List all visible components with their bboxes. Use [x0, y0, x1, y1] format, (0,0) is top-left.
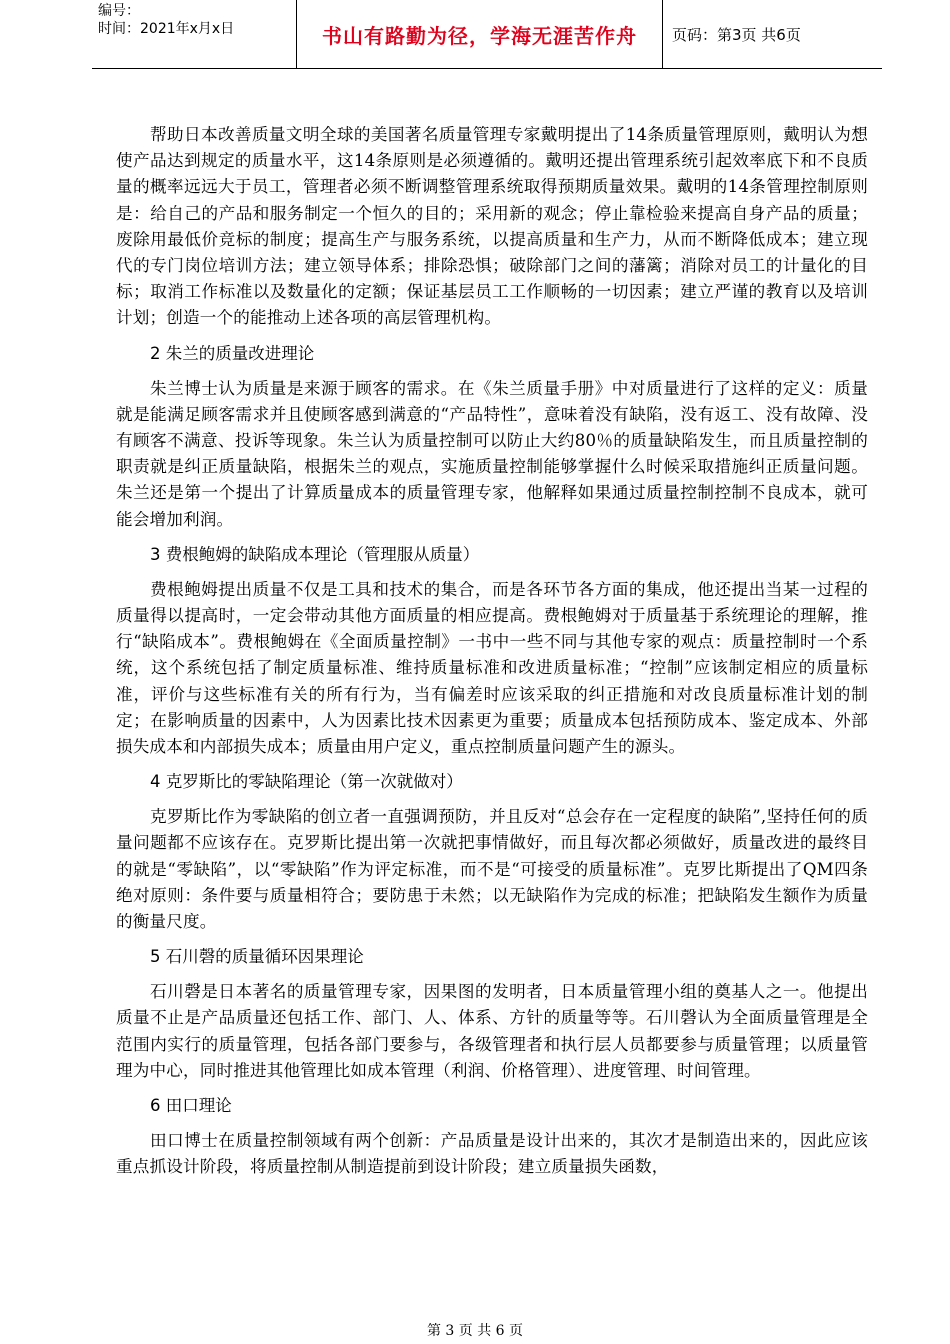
paragraph-juran: 朱兰博士认为质量是来源于顾客的需求。在《朱兰质量手册》中对质量进行了这样的定义：质量就是能满足顾客需求并且使顾客感到满意的“产品特性”，意味着没有缺陷，没有返工、没有故障、没有顾客不满意、投诉等现象。朱兰认为质量控制可以防止大约80％的质量缺陷发生，而且质量控制的职责就是纠正质量缺陷，根据朱兰的观点，实施质量控制能够掌握什么时候采取措施纠正质量问题。朱兰还是第一个提出了计算质量成本的质量管理专家，他解释如果通过质量控制控制不良成本，就可能会增加利润。: [116, 378, 868, 529]
paragraph-crosby: 克罗斯比作为零缺陷的创立者一直强调预防，并且反对“总会存在一定程度的缺陷”,坚持任何的质量问题都不应该存在。克罗斯比提出第一次就把事情做好，而且每次都必须做好，质量改进的最终目的就是“零缺陷”，以“零缺陷”作为评定标准，而不是“可接受的质量标准”。克罗比斯提出了QM四条绝对原则：条件要与质量相符合；要防患于未然；以无缺陷作为完成的标准；把缺陷发生额作为质量的衡量尺度。: [116, 807, 868, 932]
paragraph-taguchi: 田口博士在质量控制领域有两个创新：产品质量是设计出来的，其次才是制造出来的，因此应该重点抓设计阶段，将质量控制从制造提前到设计阶段；建立质量损失函数，: [116, 1131, 868, 1177]
paragraph-deming: 帮助日本改善质量文明全球的美国著名质量管理专家戴明提出了14条质量管理原则，戴明认为想使产品达到规定的质量水平，这14条原则是必须遵循的。戴明还提出管理系统引起效率底下和不良质量的概率远远大于员工，管理者必须不断调整管理系统取得预期质量效果。戴明的14条管理控制原则是：给自己的产品和服务制定一个恒久的目的；采用新的观念；停止靠检验来提高自身产品的质量；废除用最低价竞标的制度；提高生产与服务系统，以提高质量和生产力，从而不断降低成本；建立现代的专门岗位培训方法；建立领导体系；排除恐惧；破除部门之间的藩篱；消除对员工的计量化的目标；取消工作标准以及数量化的定额；保证基层员工工作顺畅的一切因素；建立严谨的教育以及培训计划；创造一个的能推动上述各项的高层管理机构。: [116, 125, 868, 328]
section-heading-crosby: 4 克罗斯比的零缺陷理论（第一次就做对）: [150, 772, 463, 792]
document-body: [116, 122, 868, 1181]
paragraph-feigenbaum: 费根鲍姆提出质量不仅是工具和技术的集合，而是各环节各方面的集成，他还提出当某一过程的质量得以提高时，一定会带动其他方面质量的相应提高。费根鲍姆对于质量基于系统理论的理解，推行“缺陷成本”。费根鲍姆在《全面质量控制》一书中一些不同与其他专家的观点：质量控制时一个系统，这个系统包括了制定质量标准、维持质量标准和改进质量标准；“控制”应该制定相应的质量标准，评价与这些标准有关的所有行为，当有偏差时应该采取的纠正措施和对改良质量标准计划的制定；在影响质量的因素中，人为因素比技术因素更为重要；质量成本包括预防成本、鉴定成本、外部损失成本和内部损失成本；质量由用户定义，重点控制质量问题产生的源头。: [116, 579, 868, 757]
number-label: 编号：: [98, 3, 140, 19]
paragraph-ishikawa: 石川磬是日本著名的质量管理专家，因果图的发明者，日本质量管理小组的奠基人之一。他提出质量不止是产品质量还包括工作、部门、人、体系、方针的质量等等。石川磬认为全面质量管理是全范围内实行的质量管理，包括各部门要参与，各级管理者和执行层人员都要参与质量管理；以质量管理为中心，同时推进其他管理比如成本管理（利润、价格管理）、进度管理、时间管理。: [116, 982, 868, 1080]
time-label: 时间：2021年x月x日: [98, 21, 235, 37]
page-footer: 第 3 页 共 6 页: [426, 1323, 524, 1339]
header-motto: 书山有路勤为径，学海无涯苦作舟: [322, 23, 637, 48]
section-heading-feigenbaum: 3 费根鲍姆的缺陷成本理论（管理服从质量）: [150, 544, 480, 564]
header-page-info: 页码：第3页 共6页: [672, 25, 801, 44]
section-heading-juran: 2 朱兰的质量改进理论: [150, 343, 315, 363]
section-heading-ishikawa: 5 石川磬的质量循环因果理论: [150, 947, 364, 967]
page-header: [92, 0, 882, 69]
header-meta: [98, 2, 294, 66]
section-heading-taguchi: 6 田口理论: [150, 1096, 232, 1116]
header-divider: [662, 0, 663, 68]
